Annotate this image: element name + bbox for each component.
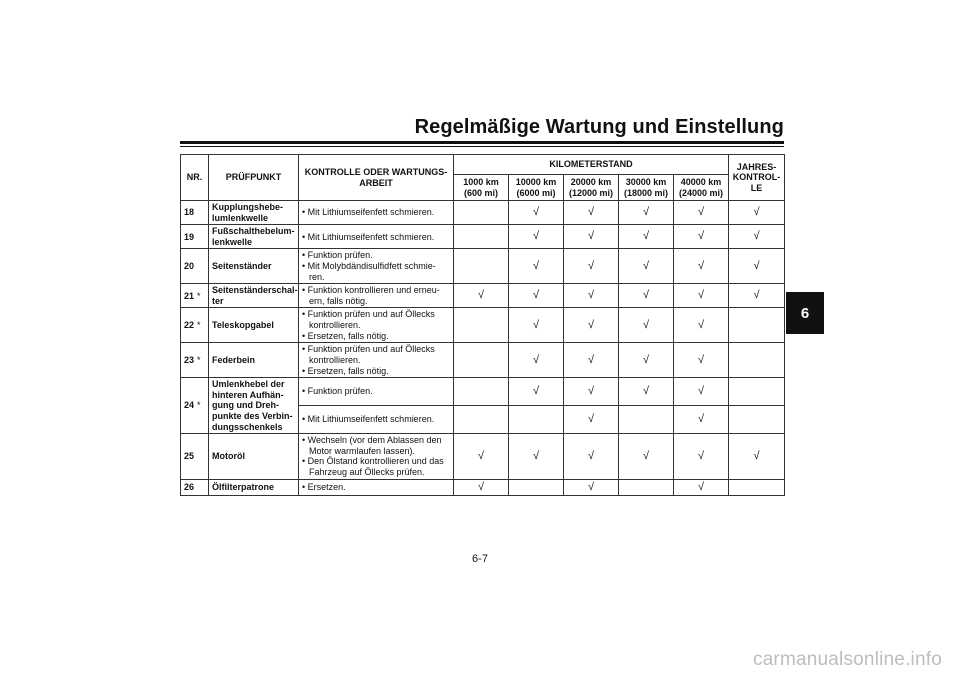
interval-cell bbox=[729, 343, 785, 378]
row-number-text: 18 bbox=[184, 207, 195, 218]
check-mark-icon: √ bbox=[697, 480, 705, 493]
check-mark-icon: √ bbox=[587, 318, 595, 331]
interval-cell bbox=[509, 479, 564, 495]
action-bullet: • Den Ölstand kontrollieren und das Fahrzeug auf Öllecks prüfen. bbox=[302, 456, 444, 478]
check-item: Seitenständer bbox=[209, 249, 299, 284]
check-mark-icon: √ bbox=[532, 259, 540, 272]
interval-cell bbox=[454, 343, 509, 378]
check-mark-icon: √ bbox=[642, 353, 650, 366]
action-bullet: • Mit Lithiumseifenfett schmieren. bbox=[302, 207, 435, 218]
action-bullet: • Funktion prüfen und auf Öllecks kontrollieren. bbox=[302, 344, 435, 365]
check-item: Seitenständerschal-ter bbox=[209, 284, 299, 308]
check-item: Kupplungshebe-lumlenkwelle bbox=[209, 201, 299, 225]
check-mark-icon: √ bbox=[532, 230, 540, 243]
row-number bbox=[181, 343, 209, 378]
check-mark-icon: √ bbox=[697, 289, 705, 302]
interval-cell bbox=[729, 406, 785, 434]
maintenance-action bbox=[299, 406, 454, 434]
watermark: carmanualsonline.info bbox=[752, 649, 942, 670]
check-item: Umlenkhebel der hinteren Aufhän-gung und Dreh-punkte des Verbin-dungsschenkels bbox=[209, 378, 299, 434]
row-number-text: 25 bbox=[184, 451, 195, 462]
check-mark-icon: √ bbox=[532, 449, 540, 462]
check-mark-icon: √ bbox=[753, 259, 760, 272]
interval-cell bbox=[509, 308, 564, 343]
check-mark-icon: √ bbox=[697, 230, 705, 243]
check-mark-icon: √ bbox=[642, 385, 650, 398]
interval-cell bbox=[729, 284, 785, 308]
maintenance-action bbox=[299, 308, 454, 343]
header-item: PRÜFPUNKT bbox=[209, 155, 299, 201]
interval-cell bbox=[509, 378, 564, 406]
check-mark-icon: √ bbox=[532, 206, 540, 219]
interval-cell bbox=[619, 201, 674, 225]
check-mark-icon: √ bbox=[697, 413, 705, 426]
interval-cell bbox=[619, 249, 674, 284]
check-mark-icon: √ bbox=[753, 289, 760, 302]
interval-cell bbox=[564, 479, 619, 495]
interval-cell bbox=[729, 249, 785, 284]
interval-cell bbox=[619, 406, 674, 434]
check-mark-icon: √ bbox=[587, 385, 595, 398]
interval-cell bbox=[454, 225, 509, 249]
check-mark-icon: √ bbox=[587, 289, 595, 302]
check-mark-icon: √ bbox=[587, 480, 595, 493]
check-mark-icon: √ bbox=[587, 353, 595, 366]
interval-cell bbox=[454, 308, 509, 343]
check-mark-icon: √ bbox=[587, 449, 595, 462]
check-mark-icon: √ bbox=[642, 259, 650, 272]
action-bullet: • Mit Molybdändisulfidfett schmie-ren. bbox=[302, 261, 436, 282]
interval-cell bbox=[564, 434, 619, 479]
interval-cell bbox=[729, 201, 785, 225]
row-star-marker: * bbox=[197, 320, 201, 331]
interval-cell bbox=[729, 434, 785, 479]
interval-cell bbox=[674, 284, 729, 308]
interval-cell bbox=[619, 479, 674, 495]
check-mark-icon: √ bbox=[697, 318, 705, 331]
interval-cell bbox=[674, 378, 729, 406]
row-number-text: 23 bbox=[184, 354, 195, 365]
maintenance-table bbox=[180, 154, 785, 496]
row-number bbox=[181, 308, 209, 343]
check-mark-icon: √ bbox=[697, 206, 705, 219]
interval-cell bbox=[454, 434, 509, 479]
header-km-group: KILOMETERSTAND bbox=[454, 155, 729, 175]
row-number-text: 19 bbox=[184, 231, 195, 242]
interval-cell bbox=[564, 249, 619, 284]
table-row bbox=[181, 225, 785, 249]
table-row bbox=[181, 378, 785, 406]
row-number-text: 24 bbox=[184, 400, 195, 411]
header-nr: NR. bbox=[181, 155, 209, 201]
check-mark-icon: √ bbox=[532, 289, 540, 302]
row-star-marker: * bbox=[197, 354, 201, 365]
action-bullet: • Funktion prüfen. bbox=[302, 250, 373, 261]
interval-cell bbox=[674, 201, 729, 225]
interval-cell bbox=[729, 479, 785, 495]
interval-cell bbox=[564, 378, 619, 406]
header-km-4: 40000 km (24000 mi) bbox=[674, 175, 729, 201]
action-bullet: • Funktion prüfen und auf Öllecks kontrollieren. bbox=[302, 309, 435, 331]
maintenance-action bbox=[299, 284, 454, 308]
interval-cell bbox=[674, 249, 729, 284]
check-mark-icon: √ bbox=[532, 353, 540, 366]
interval-cell bbox=[509, 406, 564, 434]
table-row bbox=[181, 308, 785, 343]
header-km-0: 1000 km (600 mi) bbox=[454, 175, 509, 201]
maintenance-action bbox=[299, 434, 454, 479]
header-annual: JAHRES-KONTROL-LE bbox=[729, 155, 785, 201]
check-mark-icon: √ bbox=[642, 449, 650, 462]
check-mark-icon: √ bbox=[587, 413, 595, 426]
row-number-text: 20 bbox=[184, 261, 195, 272]
interval-cell bbox=[729, 308, 785, 343]
check-mark-icon: √ bbox=[697, 449, 705, 462]
interval-cell bbox=[619, 284, 674, 308]
header-km-2: 20000 km (12000 mi) bbox=[564, 175, 619, 201]
row-number bbox=[181, 201, 209, 225]
check-mark-icon: √ bbox=[532, 318, 540, 331]
action-bullet: • Ersetzen, falls nötig. bbox=[302, 365, 389, 376]
title-rule bbox=[180, 141, 784, 144]
chapter-tab: 6 bbox=[786, 292, 824, 334]
check-item: Ölfilterpatrone bbox=[209, 479, 299, 495]
interval-cell bbox=[509, 343, 564, 378]
row-number bbox=[181, 378, 209, 434]
action-bullet: • Wechseln (vor dem Ablassen den Motor warmlaufen lassen). bbox=[302, 435, 442, 456]
action-bullet: • Funktion prüfen. bbox=[302, 386, 373, 397]
check-mark-icon: √ bbox=[697, 259, 705, 272]
interval-cell bbox=[454, 249, 509, 284]
maintenance-action bbox=[299, 378, 454, 406]
check-mark-icon: √ bbox=[753, 230, 760, 243]
interval-cell bbox=[509, 434, 564, 479]
interval-cell bbox=[729, 225, 785, 249]
row-star-marker: * bbox=[197, 290, 201, 301]
action-bullet: • Mit Lithiumseifenfett schmieren. bbox=[302, 414, 435, 425]
interval-cell bbox=[564, 284, 619, 308]
check-mark-icon: √ bbox=[587, 206, 595, 219]
title-rule-thin bbox=[180, 146, 784, 147]
interval-cell bbox=[454, 406, 509, 434]
interval-cell bbox=[454, 284, 509, 308]
check-mark-icon: √ bbox=[642, 289, 650, 302]
interval-cell bbox=[674, 308, 729, 343]
row-number-text: 22 bbox=[184, 320, 195, 331]
header-km-3: 30000 km (18000 mi) bbox=[619, 175, 674, 201]
check-mark-icon: √ bbox=[587, 230, 595, 243]
check-mark-icon: √ bbox=[477, 449, 485, 462]
maintenance-action bbox=[299, 479, 454, 495]
interval-cell bbox=[509, 249, 564, 284]
page-title: Regelmäßige Wartung und Einstellung bbox=[414, 116, 784, 138]
interval-cell bbox=[564, 406, 619, 434]
interval-cell bbox=[509, 225, 564, 249]
table-row bbox=[181, 343, 785, 378]
check-mark-icon: √ bbox=[753, 449, 760, 462]
table-row bbox=[181, 201, 785, 225]
check-mark-icon: √ bbox=[697, 353, 705, 366]
interval-cell bbox=[564, 225, 619, 249]
maintenance-action bbox=[299, 201, 454, 225]
check-item: Federbein bbox=[209, 343, 299, 378]
action-bullet: • Ersetzen. bbox=[302, 481, 346, 492]
page-number: 6-7 bbox=[472, 553, 488, 565]
check-mark-icon: √ bbox=[697, 385, 705, 398]
interval-cell bbox=[454, 201, 509, 225]
interval-cell bbox=[729, 378, 785, 406]
check-mark-icon: √ bbox=[477, 480, 485, 493]
row-number-text: 26 bbox=[184, 481, 195, 492]
maintenance-action bbox=[299, 249, 454, 284]
row-number bbox=[181, 434, 209, 479]
check-mark-icon: √ bbox=[587, 259, 595, 272]
row-number bbox=[181, 249, 209, 284]
check-mark-icon: √ bbox=[642, 206, 650, 219]
row-star-marker: * bbox=[197, 400, 201, 411]
interval-cell bbox=[454, 378, 509, 406]
interval-cell bbox=[619, 308, 674, 343]
check-mark-icon: √ bbox=[642, 318, 650, 331]
interval-cell bbox=[564, 308, 619, 343]
table-row bbox=[181, 479, 785, 495]
interval-cell bbox=[619, 378, 674, 406]
interval-cell bbox=[509, 284, 564, 308]
row-number bbox=[181, 479, 209, 495]
row-number bbox=[181, 225, 209, 249]
row-number-text: 21 bbox=[184, 290, 195, 301]
maintenance-action bbox=[299, 343, 454, 378]
interval-cell bbox=[674, 479, 729, 495]
interval-cell bbox=[674, 406, 729, 434]
interval-cell bbox=[619, 343, 674, 378]
check-mark-icon: √ bbox=[532, 385, 540, 398]
action-bullet: • Mit Lithiumseifenfett schmieren. bbox=[302, 231, 435, 242]
interval-cell bbox=[564, 201, 619, 225]
interval-cell bbox=[619, 434, 674, 479]
check-mark-icon: √ bbox=[753, 206, 760, 219]
action-bullet: • Ersetzen, falls nötig. bbox=[302, 330, 389, 341]
check-item: Teleskopgabel bbox=[209, 308, 299, 343]
interval-cell bbox=[674, 225, 729, 249]
interval-cell bbox=[619, 225, 674, 249]
table-row bbox=[181, 434, 785, 479]
interval-cell bbox=[674, 343, 729, 378]
interval-cell bbox=[509, 201, 564, 225]
check-mark-icon: √ bbox=[642, 230, 650, 243]
check-item: Motoröl bbox=[209, 434, 299, 479]
table-row bbox=[181, 284, 785, 308]
table-row bbox=[181, 249, 785, 284]
interval-cell bbox=[674, 434, 729, 479]
interval-cell bbox=[454, 479, 509, 495]
header-action: KONTROLLE ODER WARTUNGS-ARBEIT bbox=[299, 155, 454, 201]
interval-cell bbox=[564, 343, 619, 378]
maintenance-action bbox=[299, 225, 454, 249]
header-km-1: 10000 km (6000 mi) bbox=[509, 175, 564, 201]
row-number bbox=[181, 284, 209, 308]
check-item: Fußschalthebelum-lenkwelle bbox=[209, 225, 299, 249]
action-bullet: • Funktion kontrollieren und erneu-ern, falls nötig. bbox=[302, 285, 440, 306]
check-mark-icon: √ bbox=[477, 289, 485, 302]
